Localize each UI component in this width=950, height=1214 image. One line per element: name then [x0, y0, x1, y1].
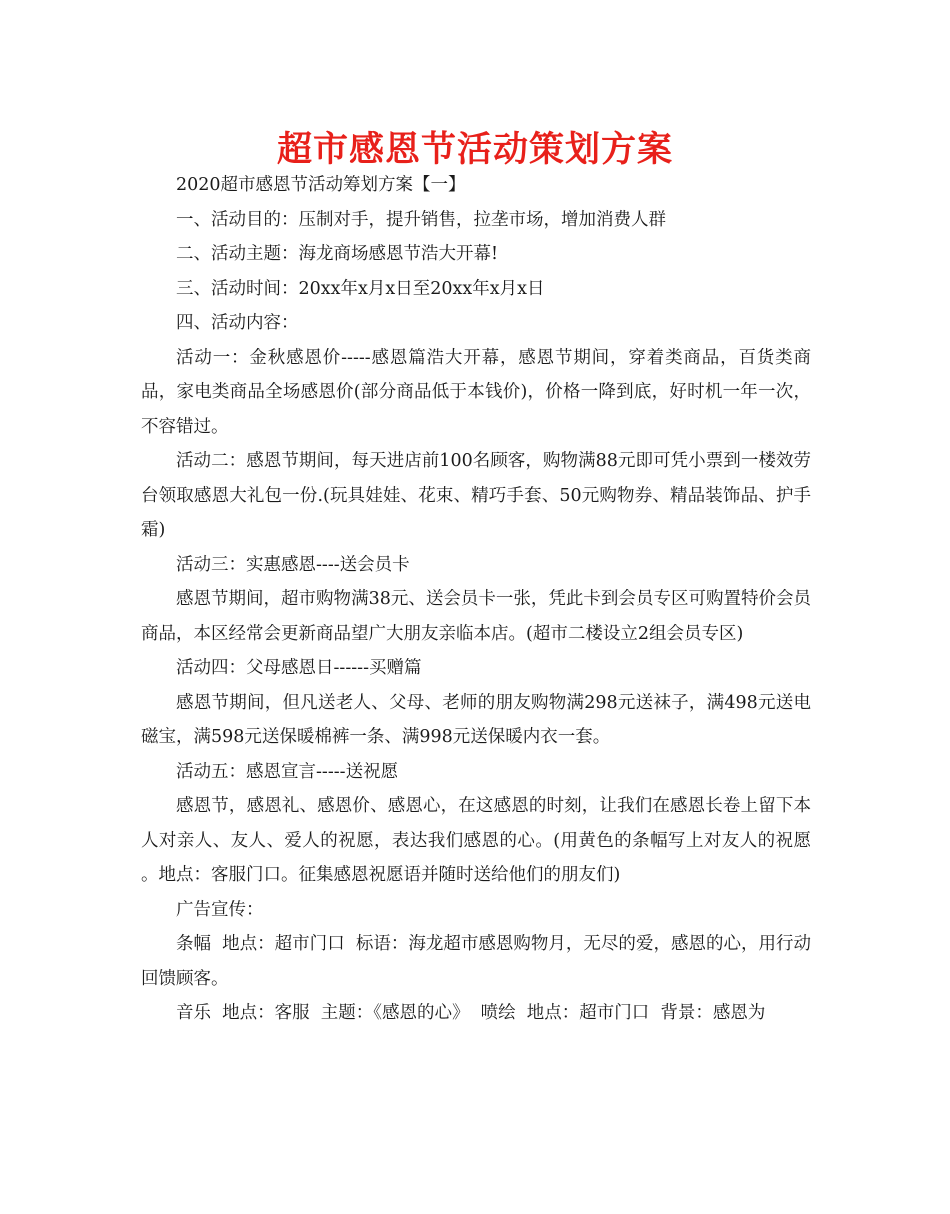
document-body [141, 168, 823, 1031]
paragraph: 活动五：感恩宣言-----送祝愿 [176, 761, 399, 782]
paragraph: 音乐 地点：客服 主题：《感恩的心》 喷绘 地点：超市门口 背景：感恩为 [176, 1003, 766, 1023]
document-title: 超市感恩节活动策划方案 [276, 130, 673, 170]
paragraph: 活动一：金秋感恩价-----感恩篇浩大开幕，感恩节期间，穿着类商品，百货类商品，家电类商品全场感恩价(部分商品低于本钱价)，价格一降到底，好时机一年一次，不容错过。 [141, 347, 811, 437]
paragraph: 感恩节期间，超市购物满38元、送会员卡一张，凭此卡到会员专区可购置特价会员商品，本区经常会更新商品望广大朋友亲临本店。(超市二楼设立2组会员专区) [141, 589, 811, 644]
paragraph: 活动二：感恩节期间，每天进店前100名顾客，购物满88元即可凭小票到一楼效劳台领取感恩大礼包一份.(玩具娃娃、花束、精巧手套、50元购物券、精品装饰品、护手霜) [141, 451, 811, 540]
paragraph: 条幅 地点：超市门口 标语：海龙超市感恩购物月，无尽的爱，感恩的心，用行动回馈顾客。 [141, 934, 811, 989]
paragraph: 活动三：实惠感恩----送会员卡 [176, 554, 410, 575]
paragraph: 广告宣传： [176, 899, 264, 920]
paragraph: 活动四：父母感恩日------买赠篇 [176, 658, 422, 678]
paragraph: 四、活动内容： [176, 313, 299, 333]
paragraph: 一、活动目的：压制对手，提升销售，拉垄市场，增加消费人群 [176, 209, 666, 230]
paragraph: 感恩节，感恩礼、感恩价、感恩心，在这感恩的时刻，让我们在感恩长卷上留下本人对亲人、友人、爱人的祝愿，表达我们感恩的心。(用黄色的条幅写上对友人的祝愿 。地点：客服门口。征集感恩祝愿语并随时送给他们的朋友们) [141, 796, 823, 885]
paragraph: 二、活动主题：海龙商场感恩节浩大开幕! [176, 244, 499, 264]
paragraph: 2020超市感恩节活动筹划方案【一】 [176, 175, 466, 195]
paragraph: 三、活动时间：20xx年x月x日至20xx年x月x日 [176, 278, 545, 299]
paragraph: 感恩节期间，但凡送老人、父母、老师的朋友购物满298元送袜子，满498元送电磁宝，满598元送保暖棉裤一条、满998元送保暖内衣一套。 [141, 692, 811, 747]
